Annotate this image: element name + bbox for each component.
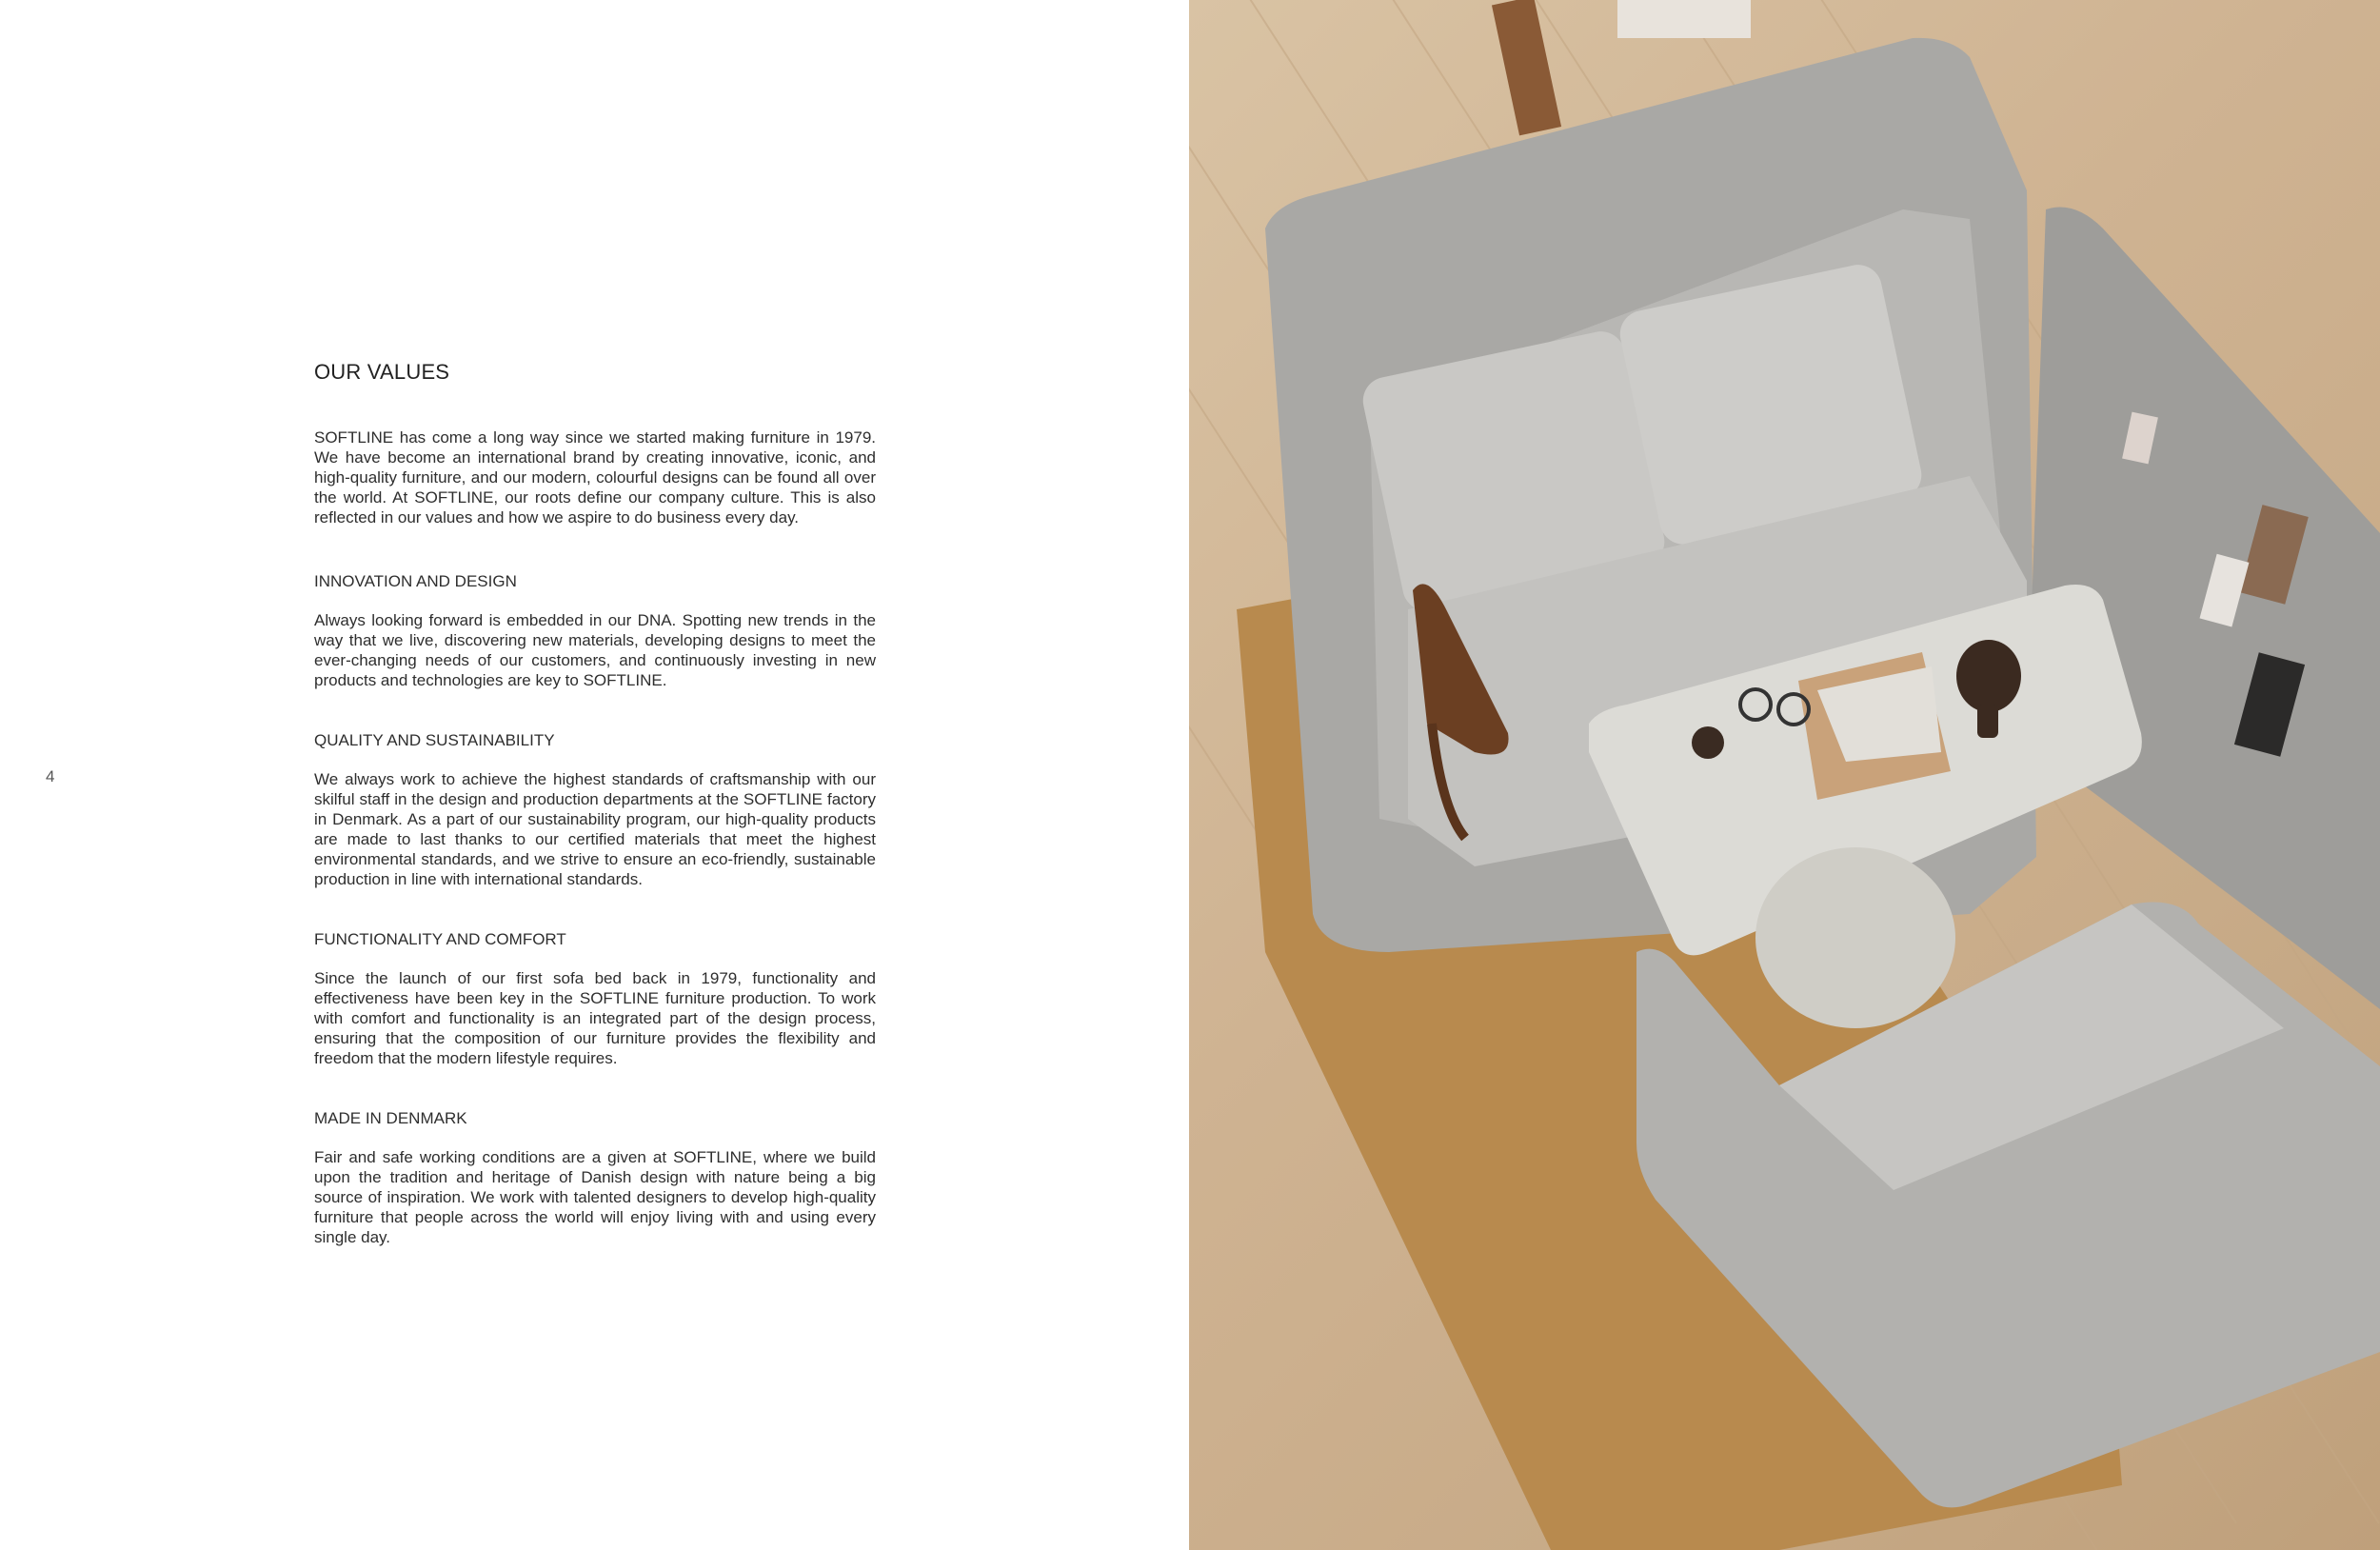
table-base xyxy=(1755,847,1955,1028)
intro-paragraph: SOFTLINE has come a long way since we started making furniture in 1979. We have become an international brand by creating innovative, iconic, and high-quality furniture, and our modern, colourful designs can be found all over the world. At SOFTLINE, our roots define our company culture. This is also reflected in our values and how we aspire to do business every day. xyxy=(314,428,876,527)
section-innovation xyxy=(314,572,876,690)
section-denmark xyxy=(314,1109,876,1247)
section-text: Fair and safe working conditions are a given at SOFTLINE, where we build upon the tradition and heritage of Danish design with nature being a big source of inspiration. We work with talented designers to develop high-quality furniture that people across the world will enjoy living with and using every single day. xyxy=(314,1148,876,1246)
section-text: Since the launch of our first sofa bed back in 1979, functionality and effectiveness have been key in the SOFTLINE furniture production. To work with comfort and functionality is an integrated part of the design process, ensuring that the composition of our furniture provides the flexibility and freedom that the modern lifestyle requires. xyxy=(314,969,876,1067)
section-functionality xyxy=(314,930,876,1068)
section-heading: QUALITY AND SUSTAINABILITY xyxy=(314,731,555,749)
section-text: Always looking forward is embedded in our DNA. Spotting new trends in the way that we live, discovering new materials, developing designs to meet the ever-changing needs of our customers, and continuously investing in new products and technologies are key to SOFTLINE. xyxy=(314,611,876,689)
mug xyxy=(1692,726,1724,759)
text-page xyxy=(0,0,1189,1550)
page-title: OUR VALUES xyxy=(314,360,450,384)
page-number: 4 xyxy=(46,767,55,785)
section-quality xyxy=(314,731,876,889)
values-content xyxy=(314,360,876,1288)
table-lamp xyxy=(1956,640,2021,712)
sofa-booth-illustration xyxy=(1189,0,2380,1550)
section-text: We always work to achieve the highest standards of craftsmanship with our skilful staff in the design and production departments at the SOFTLINE factory in Denmark. As a part of our sustainability program, our high-quality products are made to last thanks to our certified materials that meet the highest environmental standards, and we strive to ensure an eco-friendly, sustainable production in line with international standards. xyxy=(314,770,876,888)
section-heading: FUNCTIONALITY AND COMFORT xyxy=(314,930,566,948)
section-heading: INNOVATION AND DESIGN xyxy=(314,572,517,590)
pedestal xyxy=(1617,0,1751,38)
ladder-shelf xyxy=(1492,0,1561,135)
section-heading: MADE IN DENMARK xyxy=(314,1109,467,1127)
sofa-booth-photo xyxy=(1189,0,2380,1550)
